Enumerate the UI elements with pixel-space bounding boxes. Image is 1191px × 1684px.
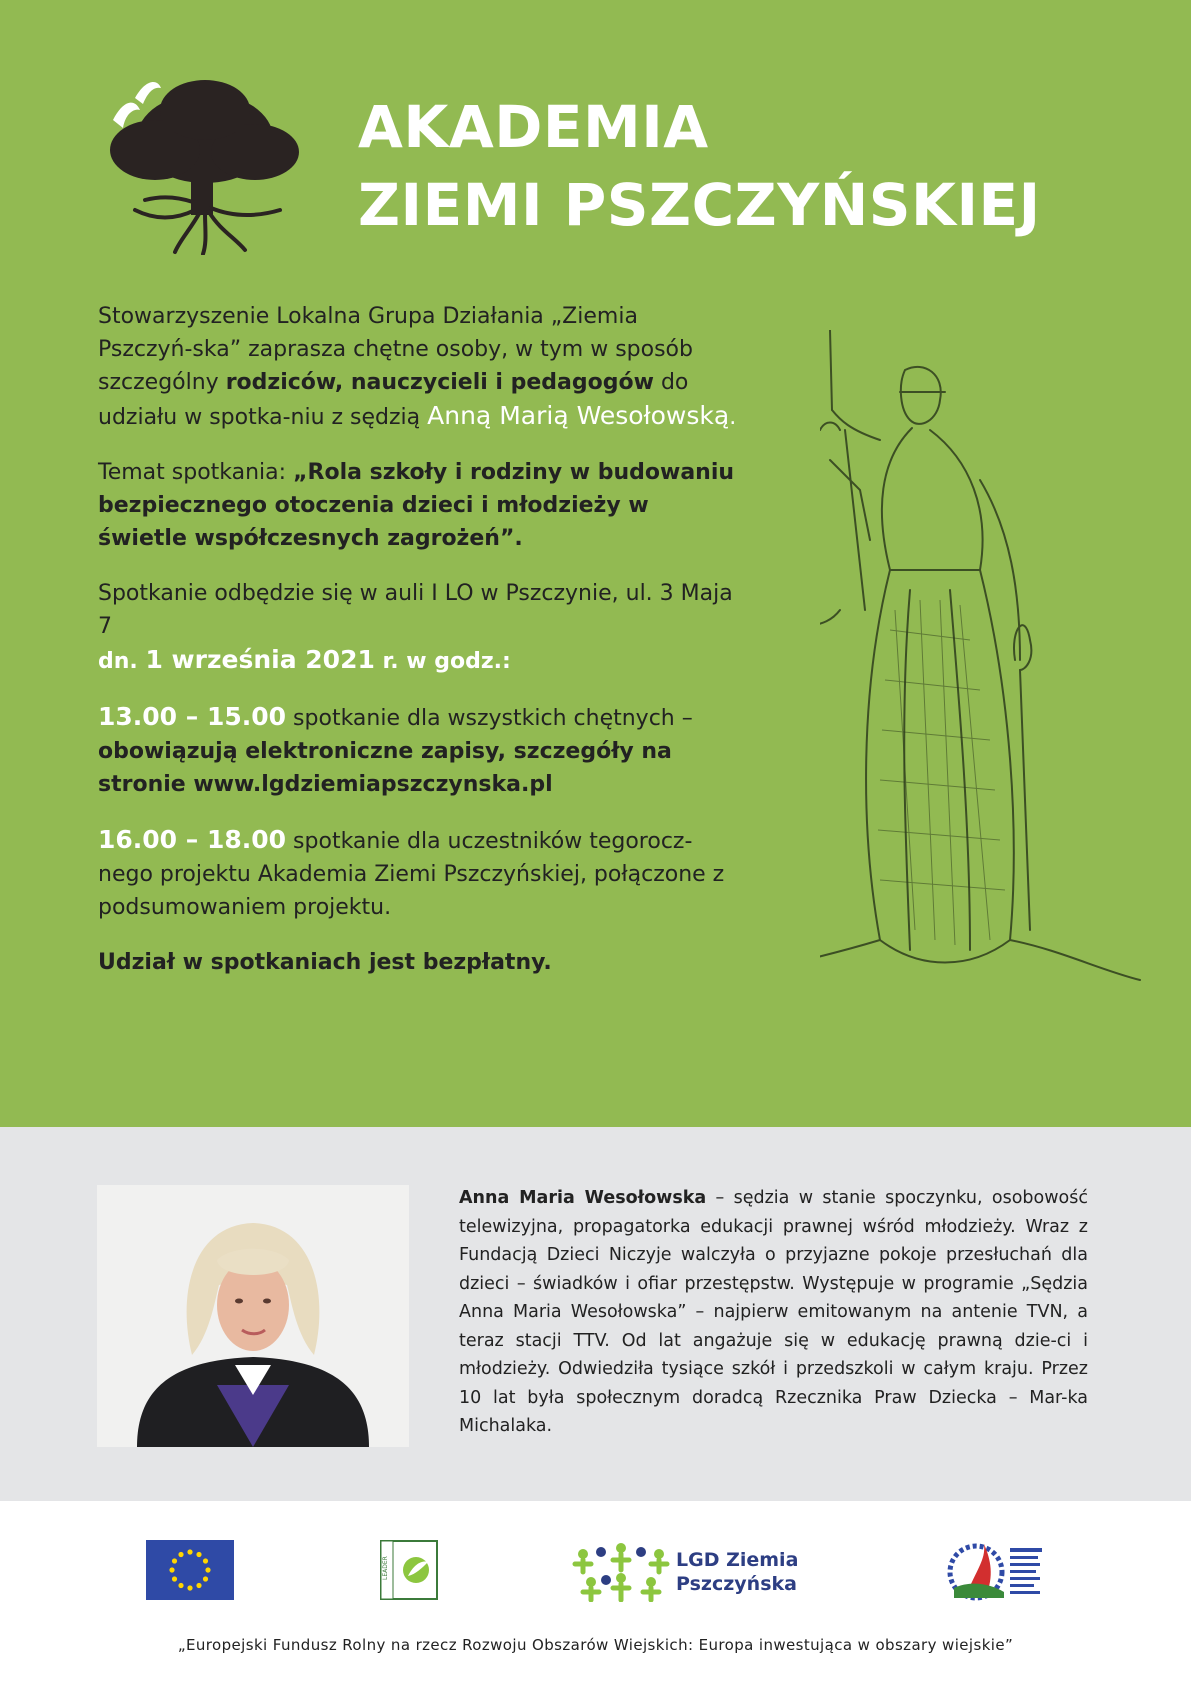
judge-portrait xyxy=(97,1185,409,1447)
session-1-text: spotkanie dla wszystkich chętnych – xyxy=(286,706,693,731)
lgd-name xyxy=(676,1548,798,1596)
title-line-1: AKADEMIA xyxy=(358,93,709,161)
funding-logos xyxy=(0,1540,1191,1630)
intro-audience: rodziców, nauczycieli i pedagogów xyxy=(225,370,654,395)
intro-end: . xyxy=(729,405,737,430)
intro-text-1: Stowarzyszenie Lokalna Grupa Działania „Ziemia Pszczyń-ska” zaprasza chętne osoby, w tym w sposób szczególny xyxy=(98,304,693,395)
lgd-logo xyxy=(571,1542,801,1602)
session-1-time: 13.00 – 15.00 xyxy=(98,702,287,731)
date-prefix: dn. xyxy=(98,649,146,674)
lgd-name-line-2: Pszczyńska xyxy=(676,1573,797,1595)
session-1-registration: obowiązują elektroniczne zapisy, szczegóły na stronie www.lgdziemiapszczynska.pl xyxy=(98,739,672,797)
session-1 xyxy=(98,700,738,801)
venue-paragraph xyxy=(98,577,738,678)
lgd-name-line-1: LGD Ziemia xyxy=(676,1549,799,1571)
venue-line: Spotkanie odbędzie się w auli I LO w Pszczynie, ul. 3 Maja 7 xyxy=(98,581,733,639)
lady-justice-illustration xyxy=(820,330,1150,1060)
bio-name: Anna Maria Wesołowska xyxy=(459,1188,707,1208)
intro-text-2: do udziału w spotka-niu z sędzią xyxy=(98,370,689,430)
session-2-time: 16.00 – 18.00 xyxy=(98,825,287,854)
date-suffix: r. w godz.: xyxy=(374,649,511,674)
leader-logo xyxy=(380,1540,438,1600)
judge-name: Anną Marią Wesołowską xyxy=(427,401,730,430)
topic-text: „Rola szkoły i rodziny w budowaniu bezpiecznego otoczenia dzieci i młodzieży w świetle współczesnych zagrożeń”. xyxy=(98,460,735,551)
event-date: 1 września 2021 xyxy=(145,645,375,674)
leader-text: LEADER xyxy=(382,1556,389,1580)
session-2 xyxy=(98,823,738,924)
event-description xyxy=(98,300,738,1001)
intro-paragraph xyxy=(98,300,738,434)
session-2-text: spotkanie dla uczestników tegorocz-nego projektu Akademia Ziemi Pszczyńskiej, połączone z podsumowaniem projektu. xyxy=(98,829,725,920)
poster-title xyxy=(358,88,1041,244)
free-entry-note: Udział w spotkaniach jest bezpłatny. xyxy=(98,950,552,975)
title-line-2: ZIEMI PSZCZYŃSKIEJ xyxy=(358,171,1041,239)
prow-logo xyxy=(946,1540,1046,1602)
lgd-people-icon xyxy=(571,1542,671,1602)
judge-biography xyxy=(459,1184,1088,1441)
footer-slogan: „Europejski Fundusz Rolny na rzecz Rozwoju Obszarów Wiejskich: Europa inwestująca w obszary wiejskie” xyxy=(177,1636,1014,1654)
eu-flag-logo xyxy=(146,1540,234,1600)
bio-text: – sędzia w stanie spoczynku, osobowość telewizyjna, propagatorka edukacji prawnej wśród młodzieży. Wraz z Fundacją Dzieci Niczyje walczyła o przyjazne pokoje przesłuchań dla dzieci – świadków i ofiar przestępstw. Występuje w programie „Sędzia Anna Maria Wesołowska” – najpierw emitowanym na antenie TVN, a teraz stacji TTV. Od lat angażuje się w edukację prawną dzie-ci i młodzieży. Odwiedziła tysiące szkół i przedszkoli w całym kraju. Przez 10 lat była społecznym doradcą Rzecznika Praw Dziecka – Mar-ka Michalaka. xyxy=(459,1188,1089,1436)
tree-logo xyxy=(95,70,315,255)
topic-paragraph xyxy=(98,456,738,555)
topic-label: Temat spotkania: xyxy=(98,460,294,485)
